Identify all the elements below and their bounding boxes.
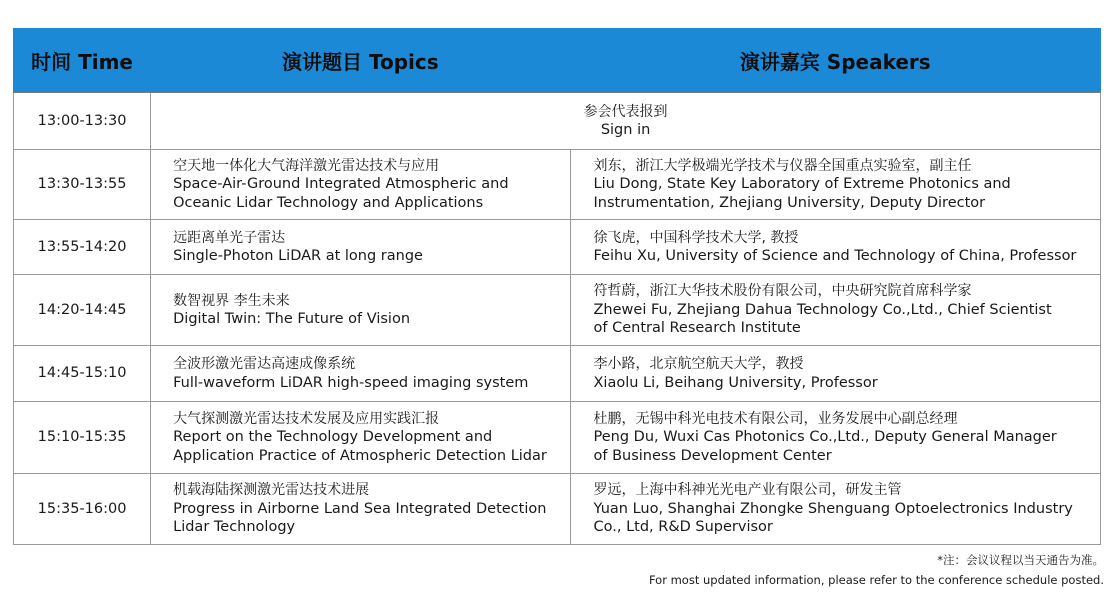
topic-cn: 远距离单光子雷达: [173, 229, 286, 246]
topic-cn: 机载海陆探测激光雷达技术进展: [173, 482, 370, 499]
speaker-en-line: Xiaolu Li, Beihang University, Professor: [593, 374, 878, 391]
sign-in-cn: 参会代表报到: [583, 103, 668, 120]
table-row: [14, 150, 1101, 220]
speaker-cn: 符哲蔚，浙江大华技术股份有限公司，中央研究院首席科学家: [593, 283, 972, 300]
topic-en-line: Report on the Technology Development and: [173, 429, 493, 446]
topic-cn: 全波形激光雷达高速成像系统: [173, 356, 356, 372]
speaker-en-line: Instrumentation, Zhejiang University, Deputy Director: [593, 194, 986, 211]
speaker-cn: 杜鹏，无锡中科光电技术有限公司，业务发展中心副总经理: [593, 410, 958, 427]
table-row: [14, 474, 1101, 545]
speaker-cell: [570, 402, 1101, 474]
speaker-en-line: Peng Du, Wuxi Cas Photonics Co.,Ltd., Deputy General Manager: [593, 429, 1057, 446]
topic-en-line: Application Practice of Atmospheric Detection Lidar: [173, 447, 547, 464]
time-cell: 15:10-15:35: [14, 402, 151, 474]
time-cell: 13:30-13:55: [14, 150, 151, 220]
speaker-cn: 罗远，上海中科神光光电产业有限公司，研发主管: [593, 482, 902, 499]
speaker-en-line: Liu Dong, State Key Laboratory of Extreme Photonics and: [593, 176, 1011, 193]
time-cell: 15:35-16:00: [14, 474, 151, 545]
topic-cell: [151, 220, 570, 275]
topic-en-line: Single-Photon LiDAR at long range: [173, 248, 423, 264]
topic-en-line: Lidar Technology: [173, 519, 296, 536]
topic-cn: 大气探测激光雷达技术发展及应用实践汇报: [173, 410, 440, 427]
time-cell: 14:45-15:10: [14, 346, 151, 402]
topic-en-line: Space-Air-Ground Integrated Atmospheric and: [173, 176, 509, 193]
table-row: [14, 220, 1101, 275]
topic-en-line: Full-waveform LiDAR high-speed imaging system: [173, 374, 529, 391]
speaker-cell: [570, 220, 1101, 275]
time-cell: 13:00-13:30: [14, 93, 151, 150]
header-time: 时间 Time: [14, 29, 151, 93]
table-row: [14, 93, 1101, 150]
topic-cn: 数智视界 李生未来: [173, 292, 290, 309]
topic-en-line: Oceanic Lidar Technology and Applications: [173, 194, 484, 211]
speaker-cell: [570, 150, 1101, 220]
footnote-en: For most updated information, please refer to the conference schedule posted.: [648, 573, 1104, 587]
header-speakers: 演讲嘉宾 Speakers: [570, 29, 1101, 93]
speaker-en-line: of Central Research Institute: [593, 320, 801, 337]
speaker-en-line: of Business Development Center: [593, 447, 832, 464]
speaker-cell: [570, 275, 1101, 346]
agenda-header: [14, 29, 1101, 93]
topic-cell: [151, 275, 570, 346]
header-topics: 演讲题目 Topics: [151, 29, 570, 93]
speaker-cn: 刘东，浙江大学极端光学技术与仪器全国重点实验室，副主任: [593, 157, 972, 174]
time-cell: 13:55-14:20: [14, 220, 151, 275]
topic-en-line: Progress in Airborne Land Sea Integrated Detection: [173, 500, 547, 517]
speaker-cell: [570, 346, 1101, 402]
speaker-en-line: Yuan Luo, Shanghai Zhongke Shenguang Optoelectronics Industry: [593, 500, 1073, 517]
topic-cell: [151, 402, 570, 474]
footnotes: [649, 553, 1104, 588]
table-row: [14, 402, 1101, 474]
table-row: [14, 275, 1101, 346]
topic-cell: [151, 150, 570, 220]
topic-cell: [151, 474, 570, 545]
topic-cell: [151, 346, 570, 402]
speaker-cn: 徐飞虎，中国科学技术大学, 教授: [593, 229, 799, 246]
agenda-table: [13, 28, 1101, 545]
speaker-en-line: Feihu Xu, University of Science and Technology of China, Professor: [593, 248, 1077, 264]
speaker-en-line: Co., Ltd, R&D Supervisor: [593, 519, 773, 536]
speaker-cn: 李小路，北京航空航天大学，教授: [593, 356, 804, 372]
topic-cn: 空天地一体化大气海洋激光雷达技术与应用: [173, 157, 440, 174]
topic-en-line: Digital Twin: The Future of Vision: [173, 311, 411, 327]
speaker-cell: [570, 474, 1101, 545]
sign-in-cell: [151, 93, 1101, 150]
footnote-cn: *注：会议议程以当天通告为准。: [937, 553, 1104, 567]
time-cell: 14:20-14:45: [14, 275, 151, 346]
speaker-en-line: Zhewei Fu, Zhejiang Dahua Technology Co.,Ltd., Chief Scientist: [593, 301, 1052, 318]
table-row: [14, 346, 1101, 402]
sign-in-en: Sign in: [600, 122, 651, 138]
